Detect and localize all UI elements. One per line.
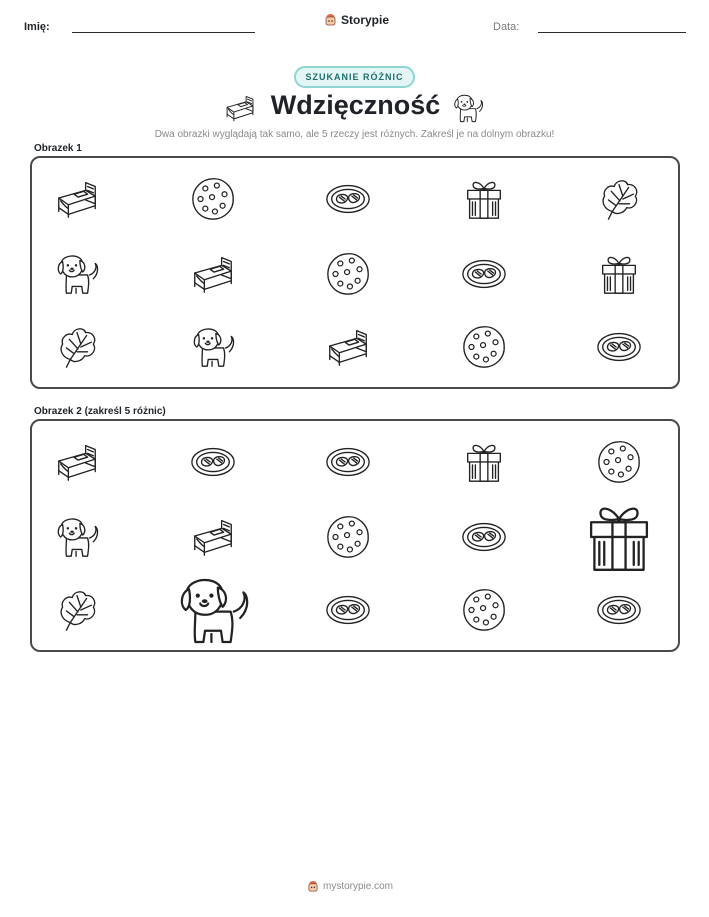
leaf-icon [53, 586, 101, 634]
grid-cell-2-3 [315, 243, 381, 305]
plate-icon [189, 438, 237, 486]
grid-cell-2-1 [44, 243, 110, 305]
puppy-icon [451, 91, 485, 125]
grid-cell-2-5[interactable] [578, 496, 660, 578]
gift-icon [595, 250, 643, 298]
puppy-icon [53, 513, 101, 561]
grid-cell-1-1 [44, 168, 110, 230]
bed-icon [324, 323, 372, 371]
title-bed-icon [223, 91, 257, 130]
grid-cell-3-4[interactable] [451, 579, 517, 641]
grid-cell-3-3 [315, 316, 381, 378]
plate-icon [460, 250, 508, 298]
storypie-logo-icon [324, 13, 337, 27]
grid-cell-1-4[interactable] [451, 431, 517, 493]
leaf-icon [595, 175, 643, 223]
puppy-icon [53, 250, 101, 298]
grid-cell-1-1[interactable] [44, 431, 110, 493]
grid-cell-2-3[interactable] [315, 506, 381, 568]
leaf-icon [53, 323, 101, 371]
bed-icon [189, 513, 237, 561]
gift-icon [460, 438, 508, 486]
picture-1-label: Obrazek 1 [34, 143, 82, 154]
cookie-icon [595, 438, 643, 486]
grid-cell-3-1[interactable] [44, 579, 110, 641]
grid-cell-3-2[interactable] [173, 570, 253, 650]
page-title: Wdzięczność [270, 90, 441, 120]
cookie-icon [460, 323, 508, 371]
grid-cell-3-4 [451, 316, 517, 378]
grid-cell-1-5 [586, 168, 652, 230]
picture-1-panel [30, 156, 680, 389]
plate-icon [595, 586, 643, 634]
name-label: Imię: [24, 21, 50, 33]
grid-cell-1-5[interactable] [586, 431, 652, 493]
title-puppy-icon [451, 91, 485, 130]
grid-cell-2-2[interactable] [180, 506, 246, 568]
cookie-icon [189, 175, 237, 223]
footer-brand [307, 880, 393, 893]
brand-name: Storypie [341, 13, 390, 27]
date-field-line[interactable] [538, 32, 686, 33]
plate-icon [460, 513, 508, 561]
date-label: Data: [493, 21, 520, 33]
grid-cell-1-2[interactable] [180, 431, 246, 493]
plate-icon [595, 323, 643, 371]
plate-icon [324, 586, 372, 634]
plate-icon [324, 175, 372, 223]
bed-icon [53, 438, 101, 486]
grid-cell-1-3 [315, 168, 381, 230]
grid-cell-3-5[interactable] [586, 579, 652, 641]
grid-cell-3-3[interactable] [315, 579, 381, 641]
gift-icon [578, 496, 660, 578]
grid-cell-1-4 [451, 168, 517, 230]
grid-cell-3-5 [586, 316, 652, 378]
grid-cell-2-1[interactable] [44, 506, 110, 568]
instructions: Dwa obrazki wyglądają tak samo, ale 5 rzeczy jest różnych. Zakreśl je na dolnym obrazku! [154, 129, 555, 140]
bed-icon [223, 91, 257, 125]
bed-icon [189, 250, 237, 298]
grid-cell-2-4 [451, 243, 517, 305]
grid-cell-1-2 [180, 168, 246, 230]
grid-cell-2-5 [586, 243, 652, 305]
picture-2-panel[interactable] [30, 419, 680, 652]
grid-cell-3-2 [180, 316, 246, 378]
gift-icon [460, 175, 508, 223]
cookie-icon [324, 250, 372, 298]
brand-logo [324, 13, 389, 27]
grid-cell-2-4[interactable] [451, 506, 517, 568]
bed-icon [53, 175, 101, 223]
plate-icon [324, 438, 372, 486]
name-field-line[interactable] [72, 32, 255, 33]
picture-2-label: Obrazek 2 (zakreśl 5 różnic) [34, 406, 166, 417]
cookie-icon [460, 586, 508, 634]
activity-badge: SZUKANIE RÓŻNIC [294, 66, 415, 88]
grid-cell-3-1 [44, 316, 110, 378]
cookie-icon [324, 513, 372, 561]
grid-cell-1-3[interactable] [315, 431, 381, 493]
storypie-footer-logo-icon [307, 880, 319, 893]
puppy-icon [189, 323, 237, 371]
grid-cell-2-2 [180, 243, 246, 305]
puppy-icon [173, 570, 253, 650]
footer-url: mystorypie.com [323, 881, 394, 892]
